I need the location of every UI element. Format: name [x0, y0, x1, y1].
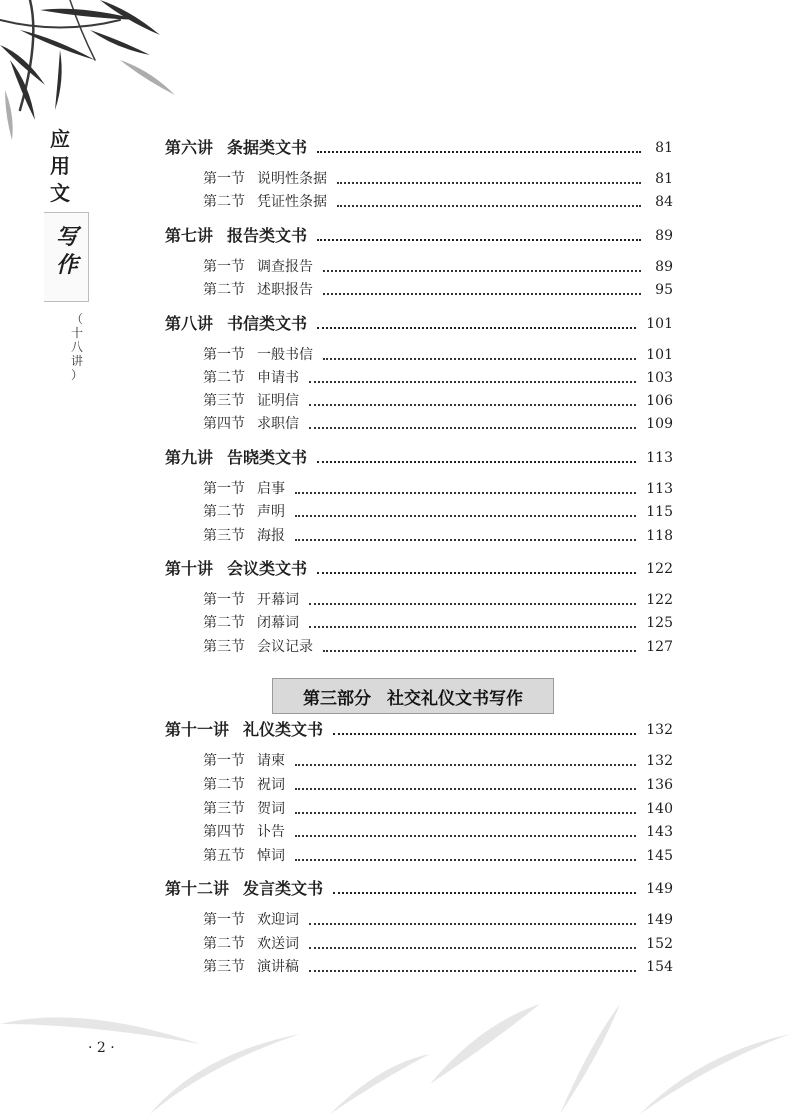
section-number: 第一节 — [203, 753, 245, 769]
toc-section-entry[interactable] — [203, 343, 673, 367]
section-title: 悼词 — [257, 848, 285, 864]
page-ref: 154 — [646, 959, 673, 975]
chapter-title: 报告类文书 — [227, 226, 308, 245]
toc-section-entry[interactable] — [203, 278, 673, 302]
dot-leader — [309, 381, 636, 383]
page-ref: 103 — [646, 370, 673, 386]
page-ref: 122 — [646, 561, 673, 577]
section-title: 演讲稿 — [257, 959, 299, 975]
dot-leader — [295, 764, 636, 766]
chapter-number: 第六讲 — [165, 138, 214, 157]
spine-sub-char: 十 — [70, 326, 83, 340]
spine-char: 应 — [50, 127, 70, 151]
toc-chapter-entry[interactable] — [165, 136, 673, 160]
section-number: 第一节 — [203, 481, 245, 497]
section-number: 第二节 — [203, 282, 245, 298]
spine-sub-char: （ — [70, 312, 83, 326]
dot-leader — [317, 461, 636, 463]
page-ref: 125 — [646, 615, 673, 631]
section-title: 启事 — [257, 481, 285, 497]
toc-section-entry[interactable] — [203, 844, 673, 868]
toc-section-entry[interactable] — [203, 524, 673, 548]
dot-leader — [295, 835, 636, 837]
section-title: 声明 — [257, 504, 285, 520]
toc-chapter-entry[interactable] — [165, 718, 673, 742]
spine-char: 用 — [50, 154, 70, 178]
part-label: 第三部分 — [303, 688, 371, 709]
spine-brush-title — [50, 224, 84, 280]
spine-title — [46, 126, 74, 207]
page-ref: 95 — [655, 282, 673, 298]
section-number: 第二节 — [203, 504, 245, 520]
chapter-number: 第七讲 — [165, 226, 214, 245]
page-number: · 2 · — [88, 1040, 115, 1056]
section-number: 第四节 — [203, 824, 245, 840]
section-number: 第三节 — [203, 639, 245, 655]
chapter-number: 第九讲 — [165, 448, 214, 467]
page-ref: 136 — [646, 777, 673, 793]
page-ref: 122 — [646, 592, 673, 608]
section-number: 第二节 — [203, 370, 245, 386]
dot-leader — [309, 603, 636, 605]
toc-section-entry[interactable] — [203, 389, 673, 413]
section-title: 述职报告 — [257, 282, 313, 298]
section-number: 第三节 — [203, 528, 245, 544]
toc-section-entry[interactable] — [203, 635, 673, 659]
section-number: 第五节 — [203, 848, 245, 864]
toc-section-entry[interactable] — [203, 255, 673, 279]
section-title: 闭幕词 — [257, 615, 299, 631]
toc-chapter-entry[interactable] — [165, 557, 673, 581]
dot-leader — [295, 492, 636, 494]
toc-section-entry[interactable] — [203, 588, 673, 612]
page-ref: 101 — [646, 347, 673, 363]
dot-leader — [333, 892, 636, 894]
dot-leader — [295, 859, 636, 861]
section-title: 申请书 — [257, 370, 299, 386]
chapter-number: 第十一讲 — [165, 720, 230, 739]
section-number: 第二节 — [203, 777, 245, 793]
page-ref: 101 — [646, 316, 673, 332]
section-title: 调查报告 — [257, 259, 313, 275]
section-title: 讣告 — [257, 824, 285, 840]
page-ref: 109 — [646, 416, 673, 432]
dot-leader — [317, 239, 641, 241]
dot-leader — [309, 970, 636, 972]
spine-brush-char: 写 — [55, 225, 78, 250]
section-title: 请柬 — [257, 753, 285, 769]
section-title: 祝词 — [257, 777, 285, 793]
page-ref: 143 — [646, 824, 673, 840]
toc-section-entry[interactable] — [203, 412, 673, 436]
bamboo-decoration-top — [0, 0, 200, 150]
dot-leader — [295, 515, 636, 517]
section-number: 第三节 — [203, 959, 245, 975]
section-title: 凭证性条据 — [257, 194, 327, 210]
dot-leader — [309, 404, 636, 406]
section-title: 说明性条据 — [257, 171, 327, 187]
section-title: 欢送词 — [257, 936, 299, 952]
toc-chapter-entry[interactable] — [165, 446, 673, 470]
section-number: 第二节 — [203, 936, 245, 952]
page-ref: 113 — [646, 481, 673, 497]
section-title: 开幕词 — [257, 592, 299, 608]
dot-leader — [317, 151, 641, 153]
dot-leader — [295, 788, 636, 790]
page-ref: 89 — [655, 228, 673, 244]
section-number: 第二节 — [203, 194, 245, 210]
toc-section-entry[interactable] — [203, 773, 673, 797]
toc-section-entry[interactable] — [203, 932, 673, 956]
dot-leader — [337, 205, 641, 207]
section-title: 会议记录 — [257, 639, 313, 655]
section-title: 贺词 — [257, 801, 285, 817]
toc-section-entry[interactable] — [203, 797, 673, 821]
page-ref: 149 — [646, 881, 673, 897]
part-title: 社交礼仪文书写作 — [387, 688, 523, 709]
dot-leader — [323, 293, 641, 295]
chapter-title: 会议类文书 — [227, 559, 308, 578]
dot-leader — [295, 812, 636, 814]
section-title: 海报 — [257, 528, 285, 544]
page-ref: 152 — [646, 936, 673, 952]
section-title: 一般书信 — [257, 347, 313, 363]
dot-leader — [333, 733, 636, 735]
section-number: 第三节 — [203, 393, 245, 409]
dot-leader — [337, 182, 641, 184]
toc-section-entry[interactable] — [203, 611, 673, 635]
section-number: 第二节 — [203, 615, 245, 631]
section-title: 证明信 — [257, 393, 299, 409]
toc-section-entry[interactable] — [203, 366, 673, 390]
toc-section-entry[interactable] — [203, 820, 673, 844]
dot-leader — [323, 650, 636, 652]
spine-sub-char: 八 — [70, 340, 83, 354]
toc-chapter-entry[interactable] — [165, 224, 673, 248]
part-heading-banner — [272, 678, 554, 714]
section-number: 第一节 — [203, 347, 245, 363]
page-ref: 113 — [646, 450, 673, 466]
dot-leader — [317, 327, 636, 329]
spine-sub-char: ） — [70, 368, 83, 382]
toc-chapter-entry[interactable] — [165, 877, 673, 901]
chapter-number: 第十二讲 — [165, 879, 230, 898]
toc-section-entry[interactable] — [203, 477, 673, 501]
section-number: 第四节 — [203, 416, 245, 432]
toc-section-entry[interactable] — [203, 908, 673, 932]
toc-chapter-entry[interactable] — [165, 312, 673, 336]
dot-leader — [309, 427, 636, 429]
spine-subtitle — [68, 312, 86, 382]
dot-leader — [295, 539, 636, 541]
spine-char: 文 — [50, 181, 70, 205]
chapter-title: 条据类文书 — [227, 138, 308, 157]
section-number: 第一节 — [203, 592, 245, 608]
dot-leader — [323, 358, 636, 360]
page-ref: 81 — [655, 140, 673, 156]
toc-section-entry[interactable] — [203, 190, 673, 214]
page-ref: 106 — [646, 393, 673, 409]
bamboo-decoration-bottom — [0, 964, 800, 1114]
page-ref: 115 — [646, 504, 673, 520]
page-ref: 140 — [646, 801, 673, 817]
spine-sub-char: 讲 — [70, 354, 83, 368]
page-ref: 145 — [646, 848, 673, 864]
section-number: 第一节 — [203, 912, 245, 928]
spine-brush-char: 作 — [55, 253, 78, 278]
page-ref: 118 — [646, 528, 673, 544]
chapter-title: 告晓类文书 — [227, 448, 308, 467]
section-number: 第三节 — [203, 801, 245, 817]
dot-leader — [317, 572, 636, 574]
chapter-title: 礼仪类文书 — [243, 720, 324, 739]
page-ref: 132 — [646, 753, 673, 769]
toc-section-entry[interactable] — [203, 955, 673, 979]
chapter-number: 第八讲 — [165, 314, 214, 333]
section-title: 求职信 — [257, 416, 299, 432]
section-title: 欢迎词 — [257, 912, 299, 928]
toc-section-entry[interactable] — [203, 500, 673, 524]
toc-section-entry[interactable] — [203, 167, 673, 191]
page-ref: 127 — [646, 639, 673, 655]
section-number: 第一节 — [203, 171, 245, 187]
page-ref: 89 — [655, 259, 673, 275]
dot-leader — [323, 270, 641, 272]
dot-leader — [309, 947, 636, 949]
page-ref: 132 — [646, 722, 673, 738]
dot-leader — [309, 923, 636, 925]
toc-section-entry[interactable] — [203, 749, 673, 773]
chapter-title: 发言类文书 — [243, 879, 324, 898]
section-number: 第一节 — [203, 259, 245, 275]
page-ref: 81 — [655, 171, 673, 187]
page-ref: 84 — [655, 194, 673, 210]
page-ref: 149 — [646, 912, 673, 928]
dot-leader — [309, 626, 636, 628]
chapter-title: 书信类文书 — [227, 314, 308, 333]
chapter-number: 第十讲 — [165, 559, 214, 578]
